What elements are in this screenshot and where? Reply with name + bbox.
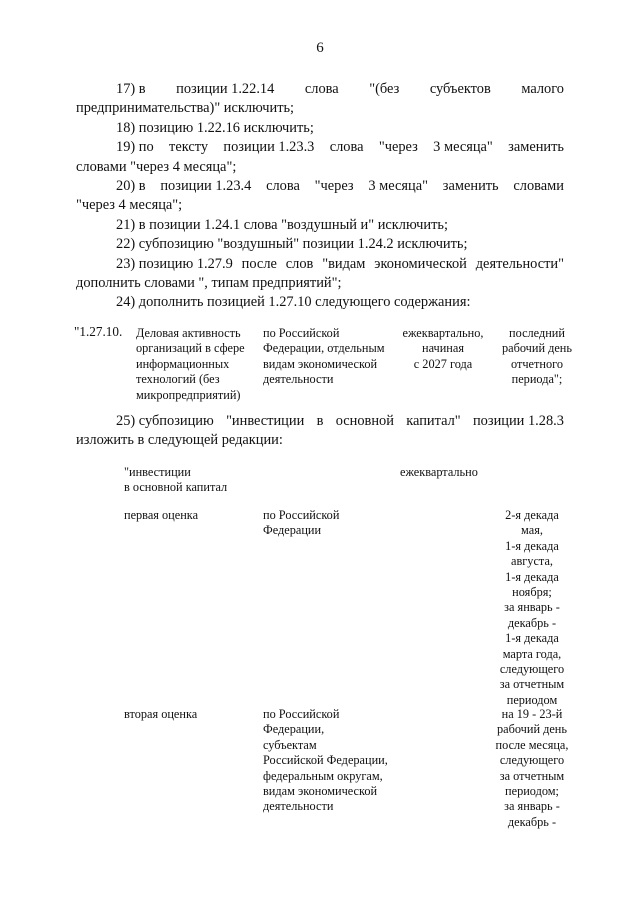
text-line: следующего [499, 662, 565, 677]
text-line: Федерации, отдельным [263, 341, 385, 356]
word: 19) по [116, 139, 154, 156]
word: заменить [442, 178, 499, 195]
text-line: 2-я декада [505, 508, 559, 522]
word: деятельности" [475, 255, 564, 272]
row-indicator [136, 326, 266, 403]
second-estimate-deadline [482, 707, 582, 830]
amendment-list [76, 80, 564, 313]
item-20-line-2: "через 4 месяца"; [76, 197, 183, 214]
text-line: Федерации [263, 523, 322, 538]
text-line: периодом [506, 692, 558, 707]
item-25-line-1 [76, 412, 564, 431]
text-line: 1-я декада [505, 538, 559, 553]
row-periodicity [393, 326, 493, 372]
item-17-line-1 [76, 80, 564, 99]
text-line: Федерации, [263, 722, 325, 737]
second-estimate-level [263, 707, 423, 815]
text-line: марта года, [502, 646, 562, 661]
item-18: 18) позицию 1.22.16 исключить; [116, 119, 314, 136]
word: позиции 1.23.3 [223, 139, 315, 156]
subposition-name [124, 465, 264, 496]
item-25 [76, 412, 564, 451]
text-line: декабрь - [507, 814, 557, 829]
word: "инвестиции [226, 413, 305, 429]
text-line: с 2027 года [413, 356, 473, 371]
text-line: организаций в сфере [136, 341, 245, 356]
word: 25) субпозицию [116, 413, 214, 429]
word: 17) в [116, 81, 146, 97]
word: малого [521, 81, 564, 97]
text-line: по Российской [263, 707, 340, 721]
text-line: за январь - [504, 600, 560, 615]
text-line: видам экономической [263, 356, 378, 371]
word: основной [335, 413, 394, 429]
word: после [241, 255, 277, 272]
text-line: 1-я декада [505, 569, 559, 584]
item-19-line-2: словами "через 4 месяца"; [76, 158, 237, 175]
item-19-line-1 [76, 138, 564, 157]
first-estimate-label: первая оценка [124, 508, 199, 522]
item-17-line-2: предпринимательства)" исключить; [76, 100, 295, 117]
word: "через [314, 178, 354, 195]
item-25-line-2: изложить в следующей редакции: [76, 432, 283, 449]
word: позиции 1.23.4 [160, 178, 252, 195]
text-line: 1-я декада [505, 631, 559, 646]
row-deadline [492, 326, 582, 388]
text-line: по Российской [263, 326, 340, 340]
text-line: Российской Федерации, [263, 753, 388, 768]
text-line: за отчетным [499, 677, 565, 692]
text-line: периода"; [511, 372, 563, 387]
text-line: "инвестиции [124, 465, 191, 479]
text-line: технологий (без [136, 372, 220, 387]
text-line: информационных [136, 356, 230, 371]
text-line: ежеквартально, [402, 326, 484, 340]
row-code: "1.27.10. [74, 324, 123, 339]
item-20-line-1 [76, 177, 564, 196]
word: в [316, 413, 324, 429]
text-line: в основной капитал [124, 480, 228, 495]
word: заменить [508, 139, 564, 156]
text-line: последний [509, 326, 565, 340]
word: позиции 1.22.14 [176, 81, 275, 97]
text-line: деятельности [263, 799, 334, 814]
word: экономической [374, 255, 467, 272]
text-line: за январь - [504, 799, 560, 814]
word: позиции 1.28.3 [472, 413, 564, 429]
first-estimate-level [263, 508, 403, 539]
word: слова [266, 178, 300, 195]
word: 3 месяца" [368, 178, 429, 195]
item-23-line-2: дополнить словами ", типам предприятий"; [76, 275, 342, 292]
word: тексту [169, 139, 209, 156]
word: "видам [322, 255, 366, 272]
word: слов [285, 255, 314, 272]
row-level [263, 326, 393, 388]
word: субъектов [429, 81, 491, 97]
item-22: 22) субпозицию "воздушный" позиции 1.24.2 исключить; [116, 236, 468, 253]
word: слова [329, 139, 364, 156]
subposition-periodicity: ежеквартально [400, 465, 478, 479]
text-line: на 19 - 23-й [501, 707, 563, 721]
text-line: по Российской [263, 508, 340, 522]
text-line: рабочий день [496, 722, 568, 737]
word: 20) в [116, 178, 146, 195]
second-estimate-label: вторая оценка [124, 707, 198, 721]
word: 3 месяца" [433, 139, 493, 156]
text-line: после месяца, [495, 737, 569, 752]
text-line: деятельности [263, 372, 334, 387]
word: "через [378, 139, 418, 156]
word: 23) позицию 1.27.9 [116, 255, 233, 272]
word: "(без [369, 81, 400, 97]
first-estimate-deadline [482, 508, 582, 708]
text-line: мая, [521, 523, 543, 538]
item-21: 21) в позиции 1.24.1 слова "воздушный и" исключить; [116, 216, 448, 233]
text-line: следующего [499, 753, 565, 768]
item-23-line-1 [76, 255, 564, 274]
text-line: отчетного [511, 356, 563, 371]
text-line: периодом; [505, 784, 559, 799]
text-line: Деловая активность [136, 326, 241, 340]
text-line: рабочий день [501, 341, 573, 356]
text-line: ноября; [512, 585, 552, 600]
text-line: субъектам [263, 737, 317, 752]
text-line: августа, [511, 554, 553, 569]
text-line: за отчетным [499, 768, 565, 783]
word: слова [304, 81, 339, 97]
text-line: федеральным округам, [263, 768, 383, 783]
word: словами [513, 178, 564, 195]
word: капитал" [406, 413, 461, 429]
text-line: видам экономической [263, 784, 378, 799]
item-24: 24) дополнить позицией 1.27.10 следующего содержания: [116, 294, 471, 311]
text-line: декабрь - [507, 615, 557, 630]
text-line: начиная [421, 341, 464, 356]
page-number: 6 [316, 40, 324, 56]
text-line: микропредприятий) [136, 387, 241, 402]
